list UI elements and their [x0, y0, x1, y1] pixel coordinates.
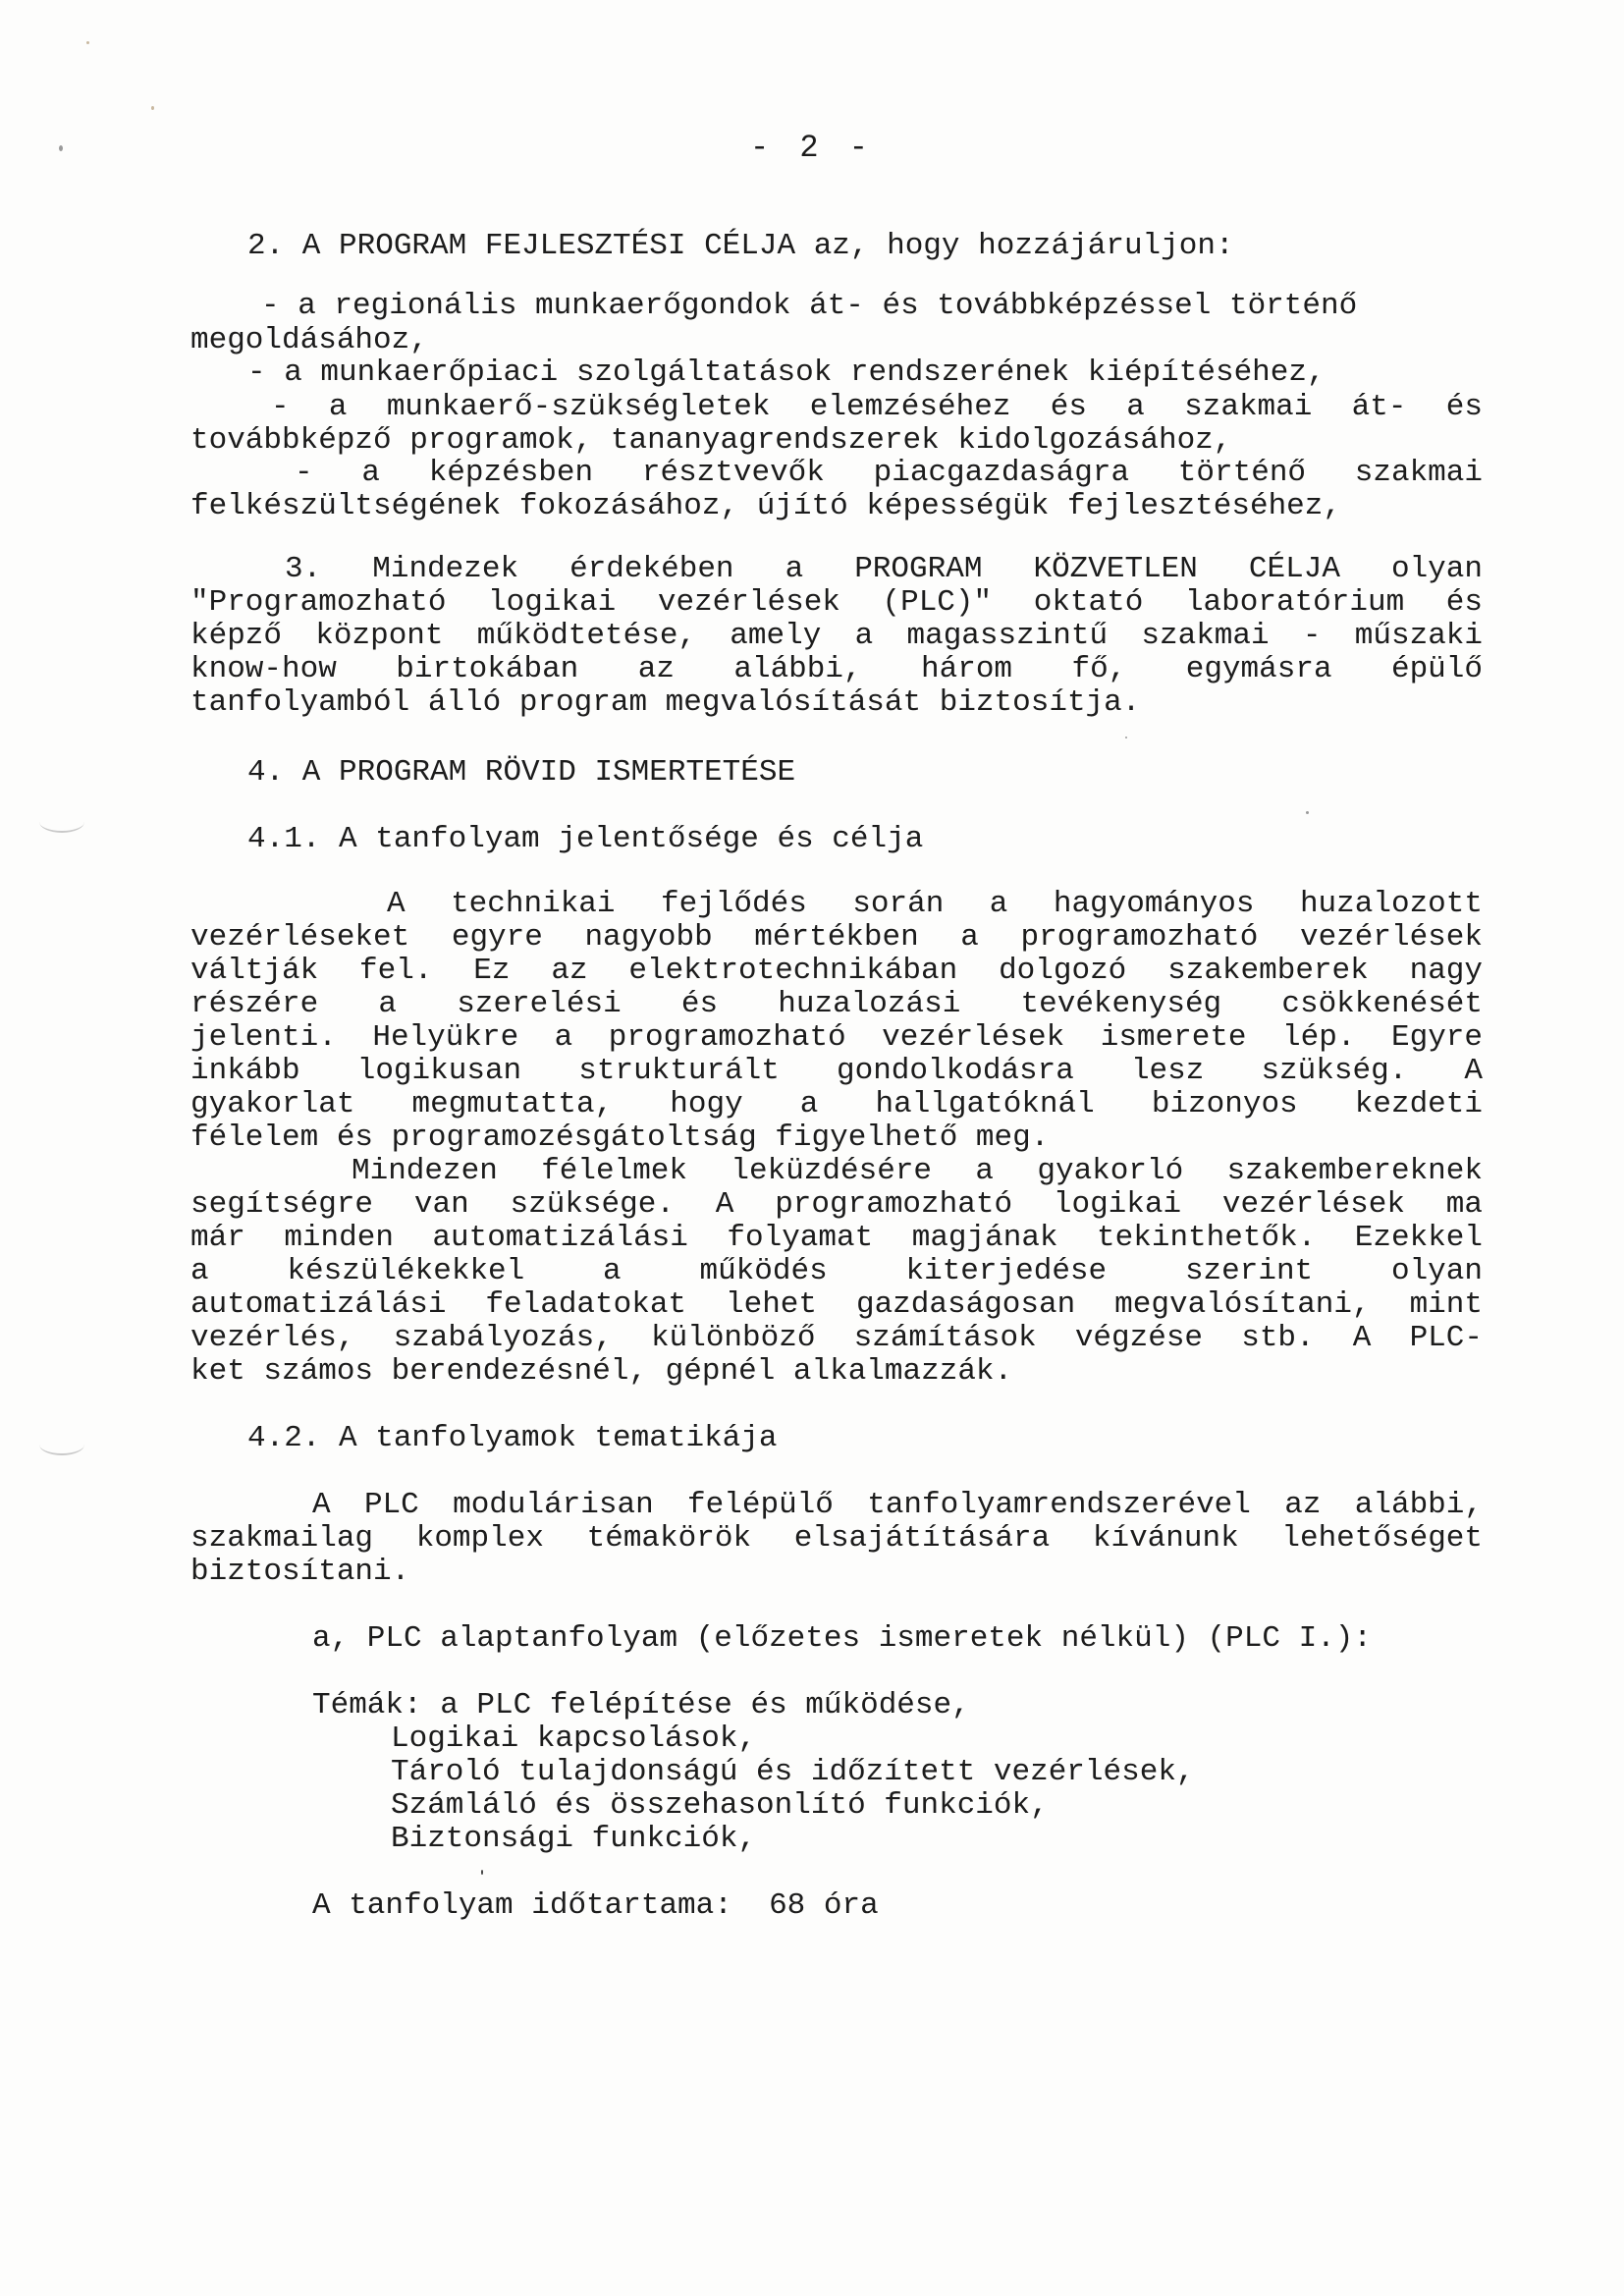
section-3-line: "Programozható logikai vezérlések (PLC)" oktató laboratórium és	[190, 585, 1483, 620]
paragraph-line: inkább logikusan strukturált gondolkodásra lesz szükség. A	[190, 1054, 1483, 1088]
course-topic: Biztonsági funkciók,	[391, 1822, 757, 1856]
paragraph-line: vezérléseket egyre nagyobb mértékben a programozható vezérlések	[190, 920, 1483, 955]
paragraph-line: már minden automatizálási folyamat magjának tekinthetők. Ezekkel	[190, 1221, 1483, 1255]
section-3-line: 3. Mindezek érdekében a PROGRAM KÖZVETLEN CÉLJA olyan	[285, 552, 1483, 586]
section-2-heading: 2. A PROGRAM FEJLESZTÉSI CÉLJA az, hogy hozzájáruljon:	[247, 229, 1234, 263]
list-item: továbbképző programok, tananyagrendszerek kidolgozásához,	[190, 423, 1232, 458]
punch-hole-mark	[39, 1434, 84, 1455]
course-topics-label: Témák: a PLC felépítése és működése,	[312, 1688, 970, 1722]
scan-speck	[151, 106, 154, 110]
list-item: - a munkaerő-szükségletek elemzéséhez és a szakmai át- és	[271, 390, 1483, 424]
paragraph-line: jelenti. Helyükre a programozható vezérlések ismerete lép. Egyre	[190, 1020, 1483, 1055]
list-item: felkészültségének fokozásához, újító képességük fejlesztéséhez,	[190, 489, 1341, 523]
course-topic: Tároló tulajdonságú és időzített vezérlések,	[391, 1755, 1195, 1789]
paragraph-line: ket számos berendezésnél, gépnél alkalmazzák.	[190, 1354, 1013, 1389]
paragraph-line: a készülékekkel a működés kiterjedése szerint olyan	[190, 1254, 1483, 1288]
paragraph-line: félelem és programozésgátoltság figyelhető meg.	[190, 1121, 1050, 1155]
list-item: megoldásához,	[190, 323, 428, 357]
scan-speck	[481, 1870, 483, 1875]
course-title: a, PLC alaptanfolyam (előzetes ismeretek nélkül) (PLC I.):	[312, 1621, 1372, 1656]
paragraph-line: vezérlés, szabályozás, különböző számítások végzése stb. A PLC-	[190, 1321, 1483, 1355]
paragraph-line: gyakorlat megmutatta, hogy a hallgatóknál bizonyos kezdeti	[190, 1087, 1483, 1121]
scan-speck	[86, 41, 89, 44]
paragraph-line: részére a szerelési és huzalozási tevékenység csökkenését	[190, 987, 1483, 1021]
paragraph-line: automatizálási feladatokat lehet gazdaságosan megvalósítani, mint	[190, 1287, 1483, 1322]
paragraph-line: A PLC modulárisan felépülő tanfolyamrendszerével az alábbi,	[312, 1488, 1483, 1522]
list-item: - a munkaerőpiaci szolgáltatások rendszerének kiépítéséhez,	[247, 355, 1326, 390]
paragraph-line: szakmailag komplex témakörök elsajátítására kívánunk lehetőséget	[190, 1521, 1483, 1556]
scan-speck	[1125, 737, 1127, 738]
section-3-line: képző központ működtetése, amely a magasszintű szakmai - műszaki	[190, 619, 1483, 653]
section-3-line: tanfolyamból álló program megvalósítását biztosítja.	[190, 685, 1141, 720]
course-topic: Logikai kapcsolások,	[391, 1722, 757, 1756]
section-4-heading: 4. A PROGRAM RÖVID ISMERTETÉSE	[247, 755, 796, 790]
paragraph-line: biztosítani.	[190, 1555, 410, 1589]
section-3-line: know-how birtokában az alábbi, három fő, egymásra épülő	[190, 652, 1483, 686]
punch-hole-mark	[39, 811, 84, 833]
subsection-4-1-heading: 4.1. A tanfolyam jelentősége és célja	[247, 822, 924, 856]
course-duration: A tanfolyam időtartama: 68 óra	[312, 1888, 879, 1923]
page-number: - 2 -	[749, 130, 874, 166]
course-topic: Számláló és összehasonlító funkciók,	[391, 1788, 1049, 1823]
paragraph-line: váltják fel. Ez az elektrotechnikában dolgozó szakemberek nagy	[190, 954, 1483, 988]
paragraph-line: Mindezen félelmek leküzdésére a gyakorló szakembereknek	[352, 1154, 1483, 1188]
scan-speck	[1306, 811, 1309, 814]
paragraph-line: A technikai fejlődés során a hagyományos huzalozott	[387, 887, 1483, 921]
subsection-4-2-heading: 4.2. A tanfolyamok tematikája	[247, 1421, 778, 1455]
list-item: - a regionális munkaerőgondok át- és továbbképzéssel történő	[261, 289, 1358, 323]
paragraph-line: segítségre van szüksége. A programozható logikai vezérlések ma	[190, 1187, 1483, 1222]
list-item: - a képzésben résztvevők piacgazdaságra történő szakmai	[295, 456, 1483, 490]
